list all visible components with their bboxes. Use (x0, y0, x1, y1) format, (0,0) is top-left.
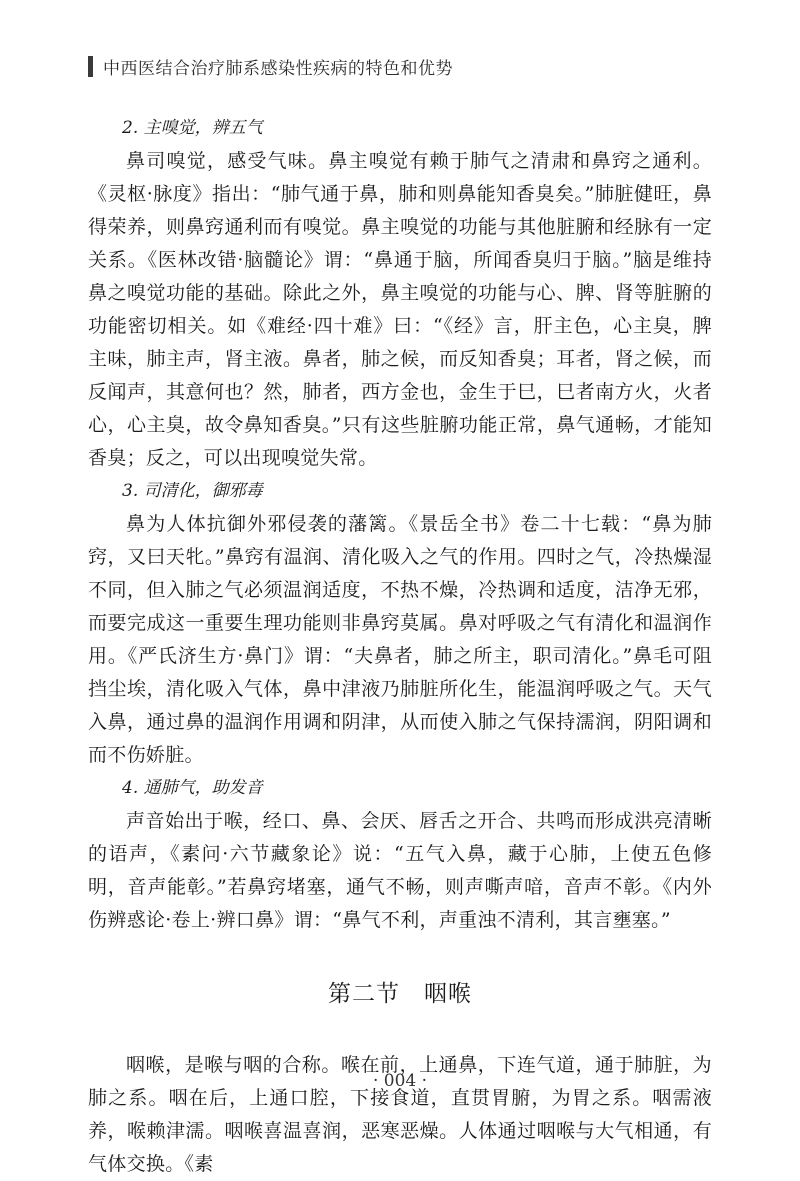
paragraph-purification: 鼻为人体抗御外邪侵袭的藩篱。《景岳全书》卷二十七载：“鼻为肺窍，又曰天牝。”鼻窍有温润、清化吸入之气的作用。四时之气，冷热燥湿不同，但入肺之气必须温润适度，不热不燥，冷热调和适度，洁净无邪，而要完成这一重要生理功能则非鼻窍莫属。鼻对呼吸之气有清化和温润作用。《严氏济生方·鼻门》谓：“夫鼻者，肺之所主，职司清化。”鼻毛可阻挡尘埃，清化吸入气体，鼻中津液乃肺脏所化生，能温润呼吸之气。天气入鼻，通过鼻的温润作用调和阴津，从而使入肺之气保持濡润，阴阳调和而不伤娇脏。 (88, 513, 712, 766)
running-header-title: 中西医结合治疗肺系感染性疾病的特色和优势 (103, 58, 453, 79)
page-body (88, 112, 712, 1181)
paragraph-phonation: 声音始出于喉，经口、鼻、会厌、唇舌之开合、共鸣而形成洪亮清晰的语声，《素问·六节藏象论》说：“五气入鼻，藏于心肺，上使五色修明，音声能彰。”若鼻窍堵塞，通气不畅，则声嘶声喑，音声不彰。《内外伤辨惑论·卷上·辨口鼻》谓：“鼻气不利，声重浊不清利，其言壅塞。” (88, 810, 712, 931)
subsection-heading-3: 3. 司清化，御邪毒 (122, 481, 263, 501)
page-number: · 004 · (372, 1071, 428, 1091)
section-title: 第二节 咽喉 (328, 981, 472, 1007)
subsection-heading-2: 2. 主嗅觉，辨五气 (122, 118, 263, 138)
paragraph-smell: 鼻司嗅觉，感受气味。鼻主嗅觉有赖于肺气之清肃和鼻窍之通利。《灵枢·脉度》指出：“肺气通于鼻，肺和则鼻能知香臭矣。”肺脏健旺，鼻得荣养，则鼻窍通利而有嗅觉。鼻主嗅觉的功能与其他脏腑和经脉有一定关系。《医林改错·脑髓论》谓：“鼻通于脑，所闻香臭归于脑。”脑是维持鼻之嗅觉功能的基础。除此之外，鼻主嗅觉的功能与心、脾、肾等脏腑的功能密切相关。如《难经·四十难》曰：“《经》言，肝主色，心主臭，脾主味，肺主声，肾主液。鼻者，肺之候，而反知香臭；耳者，肾之候，而反闻声，其意何也？然，肺者，西方金也，金生于巳，巳者南方火，火者心，心主臭，故令鼻知香臭。”只有这些脏腑功能正常，鼻气通畅，才能知香臭；反之，可以出现嗅觉失常。 (88, 150, 712, 469)
subsection-heading-4: 4. 通肺气，助发音 (122, 778, 263, 798)
header-marker-bar (88, 56, 93, 77)
paragraph-throat: 咽喉，是喉与咽的合称。喉在前，上通鼻，下连气道，通于肺脏，为肺之系。咽在后，上通口腔，下接食道，直贯胃腑，为胃之系。咽需液养，喉赖津濡。咽喉喜温喜润，恶寒恶燥。人体通过咽喉与大气相通，有气体交换。《素 (88, 1054, 712, 1175)
running-header (88, 54, 453, 78)
